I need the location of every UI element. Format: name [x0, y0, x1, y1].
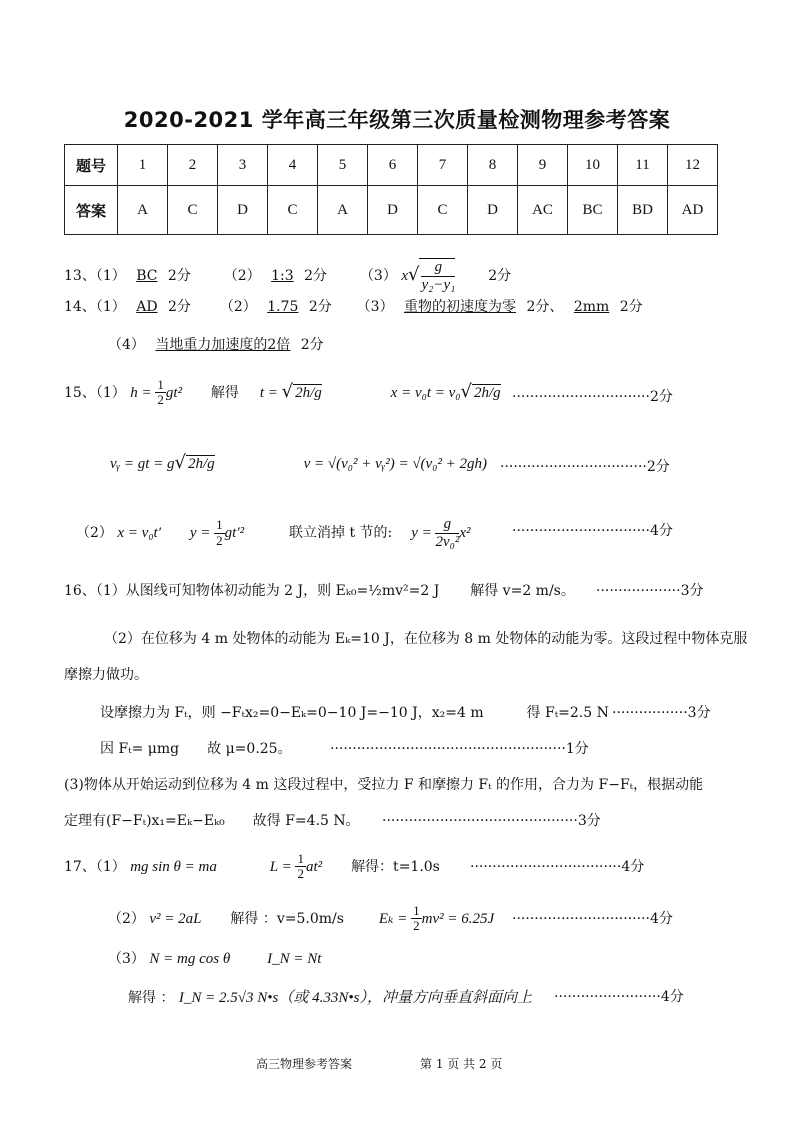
q17-formula7: I_N = 2.5√3 N•s（或 4.33N•s），冲量方向垂直斜面向上: [178, 990, 532, 1006]
question-number: 3: [218, 145, 268, 186]
answer-cell: D: [218, 186, 268, 235]
table-row-answers: [65, 186, 718, 235]
q14-part2: （2）: [219, 299, 257, 315]
q15-score1: 2分: [649, 389, 673, 405]
q14-answer1: AD: [136, 299, 158, 315]
answer-cell: A: [118, 186, 168, 235]
q15-number: 15、: [64, 384, 96, 401]
q17-formula1: mg sin θ = ma: [130, 858, 217, 875]
frac-num: 1: [157, 377, 164, 392]
q14-answer3: 重物的初速度为零: [404, 299, 517, 315]
q17-score2: 4分: [649, 911, 673, 927]
question-number: 6: [368, 145, 418, 186]
q17-line1: [64, 852, 440, 882]
answer-cell: BD: [618, 186, 668, 235]
question-number: 10: [568, 145, 618, 186]
q17-solution3: 解得 ：: [128, 990, 175, 1006]
frac-num: 1: [297, 851, 304, 866]
q15-score-line2: ·································2分: [500, 459, 670, 475]
question-number: 9: [518, 145, 568, 186]
answer-cell: AC: [518, 186, 568, 235]
q16-score1: 3分: [680, 583, 704, 599]
q15-formula-t-rad: 2h/g: [295, 384, 322, 401]
q13-formula-x: x: [401, 268, 408, 284]
q17-solution1: 解得：t=1.0s: [351, 858, 440, 875]
frac-num: g: [435, 516, 459, 534]
q15-combine-label: 联立消掉 t 节的:: [289, 525, 393, 541]
answer-cell: D: [468, 186, 518, 235]
q15-formula-x: x = v₀t = v₀: [390, 384, 461, 401]
q14-score3b: 2分: [619, 299, 643, 315]
q13-number: 13、: [64, 268, 96, 284]
q15-line2: vᵧ = gt = g√ 2h/g v = √(v₀² + vᵧ²) = √(v₀² + 2gh): [110, 452, 488, 473]
q16-score3: 1分: [565, 741, 589, 757]
q15-line3: [76, 516, 471, 550]
q16-line5: 因 Fₜ= μmg 故 μ=0.25。: [100, 741, 292, 757]
q16-text1b: 解得 v=2 m/s。: [470, 583, 575, 599]
formula-term: x²: [459, 525, 471, 541]
q17-score-line3: ························4分: [554, 989, 684, 1005]
q13-score1: 2分: [167, 268, 191, 284]
question-number: 12: [668, 145, 718, 186]
question-number: 2: [168, 145, 218, 186]
row-label-number: 题号: [65, 145, 118, 186]
q14-answer3b: 2mm: [573, 299, 610, 315]
q16-score-line2: ·················3分: [612, 705, 711, 721]
q16-score-line1: ···················3分: [596, 583, 704, 599]
q14-score2: 2分: [308, 299, 332, 315]
q16-score-line3: ·····················································1分: [330, 741, 589, 757]
q15-formula-x2: x = v₀t′: [117, 525, 161, 541]
q14-part1: （1）: [95, 299, 126, 315]
q17-formula3: v² = 2aL: [149, 910, 202, 927]
q16-score2: 3分: [687, 705, 711, 721]
q13-line: 13、（1） BC 2分 （2） 1:3 2分 （3） x√ $\frac{g}{\text{y₂−y₁}}$ 2分: [64, 259, 512, 293]
frac-den: 2: [216, 532, 223, 548]
q14-score1: 2分: [168, 299, 191, 315]
q15-formula-t: t =: [259, 384, 282, 401]
question-number: 1: [118, 145, 168, 186]
q14-score4: 2分: [300, 337, 324, 353]
question-number: 4: [268, 145, 318, 186]
page-title: 2020-2021 学年高三年级第三次质量检测物理参考答案: [123, 108, 671, 132]
q17-score-line2: ·······························4分: [512, 911, 673, 927]
q16-line6: (3)物体从开始运动到位移为 4 m 这段过程中，受拉力 F 和摩擦力 Fₜ 的作用，合力为 F−Fₜ，根据动能: [64, 777, 704, 793]
q17-part3: （3）: [108, 951, 145, 967]
q17-formula6: I_N = Nt: [267, 951, 322, 967]
q13-part1: （1）: [95, 268, 126, 284]
q16-text4: 设摩擦力为 Fₜ，则 −Fₜx₂=0−Eₖ=0−10 J=−10 J，x₂=4 m: [100, 705, 484, 721]
frac-den: 2: [413, 918, 420, 934]
question-number: 7: [418, 145, 468, 186]
answer-cell: C: [268, 186, 318, 235]
q15-line1: 15、（1） h = $\frac{1}{2}$ gt² 解得 t = √ 2h/g x = v₀t = v₀√ 2h/g: [64, 377, 501, 408]
q15-score-line1: ·······························2分: [512, 389, 673, 405]
frac-num: 1: [216, 517, 223, 533]
q14-line2: [108, 334, 324, 354]
q13-part3: （3）: [359, 268, 397, 284]
answer-table: [64, 144, 718, 235]
frac-den: 2: [297, 866, 304, 882]
q17-part2: （2）: [108, 910, 145, 927]
q15-score-line3: ·······························4分: [512, 523, 673, 539]
answer-cell: D: [368, 186, 418, 235]
q15-solve-label: 解得: [210, 384, 239, 401]
q14-score3: 2分、: [526, 299, 564, 315]
q13-formula-num: g: [421, 259, 455, 277]
q14-answer2: 1.75: [267, 299, 299, 315]
frac-den: 2v₀²: [435, 533, 460, 550]
q17-line3: [108, 948, 321, 968]
table-row-numbers: [65, 145, 718, 186]
q17-line4: [128, 986, 532, 1007]
footer-page-number: 第 1 页 共 2 页: [420, 1057, 503, 1071]
q14-answer4: 当地重力加速度的2倍: [155, 337, 291, 353]
q15-formula-x-rad: 2h/g: [473, 384, 501, 401]
q15-formula-vy-rad: 2h/g: [188, 456, 215, 472]
answer-cell: C: [168, 186, 218, 235]
q16-text4b: 得 Fₜ=2.5 N: [526, 705, 609, 721]
q15-part2: （2）: [76, 525, 113, 541]
q17-formula2: L =: [269, 858, 296, 875]
q15-formula-vy: vᵧ = gt = g: [110, 456, 175, 472]
question-number: 11: [618, 145, 668, 186]
q17-formula4: Eₖ =: [378, 910, 412, 927]
formula-term: gt²: [165, 384, 182, 401]
q17-formula5: N = mg cos θ: [149, 951, 231, 967]
formula-term: mv² = 6.25J: [421, 910, 495, 927]
q13-answer1: BC: [136, 268, 158, 284]
q13-score3: 2分: [488, 268, 512, 284]
q16-text1: 16、（1）从图线可知物体初动能为 2 J，则 Eₖ₀=½mv²=2 J: [64, 583, 440, 599]
q13-part2: （2）: [223, 268, 261, 284]
q15-score2: 2分: [646, 459, 670, 475]
q15-formula-v: v = √(v₀² + vᵧ²) = √(v₀² + 2gh): [303, 456, 488, 472]
frac-den: 2: [157, 392, 164, 408]
q17-score-line1: ··································4分: [470, 859, 645, 875]
answer-cell: BC: [568, 186, 618, 235]
question-number: 8: [468, 145, 518, 186]
q17-line2: [108, 904, 494, 934]
q16-score-line4: ············································3分: [382, 813, 601, 829]
q16-score4: 3分: [577, 813, 601, 829]
answer-cell: AD: [668, 186, 718, 235]
frac-num: 1: [413, 903, 420, 918]
q16-line3: 摩擦力做功。: [64, 667, 148, 683]
question-number: 5: [318, 145, 368, 186]
q13-score2: 2分: [304, 268, 328, 284]
answer-cell: A: [318, 186, 368, 235]
q16-line7: 定理有(F−Fₜ)x₁=Eₖ−Eₖ₀ 故得 F=4.5 N。: [64, 813, 360, 829]
q14-part4: （4）: [108, 337, 145, 353]
q13-formula-den: y₂−y₁: [421, 276, 456, 293]
q17-part1: （1）: [95, 858, 126, 875]
q16-line4: [100, 702, 609, 722]
q16-line1: [64, 580, 575, 600]
q14-part3: （3）: [356, 299, 394, 315]
row-label-answer: 答案: [65, 186, 118, 235]
q15-score3: 4分: [649, 523, 673, 539]
q15-formula-h: h =: [130, 384, 156, 401]
q14-line: [64, 296, 643, 316]
q17-solution2: 解得 ：v=5.0m/s: [230, 910, 344, 927]
q14-number: 14、: [64, 299, 96, 315]
footer-left: 高三物理参考答案: [256, 1057, 353, 1071]
formula-term: gt′²: [224, 525, 245, 541]
q15-part1: （1）: [95, 384, 126, 401]
q17-score3: 4分: [660, 989, 684, 1005]
formula-term: at²: [305, 858, 323, 875]
q15-formula-y: y =: [189, 525, 215, 541]
q13-answer2: 1:3: [271, 268, 294, 284]
q17-number: 17、: [64, 858, 96, 875]
answer-cell: C: [418, 186, 468, 235]
q17-score1: 4分: [621, 859, 645, 875]
q15-formula-traj: y =: [411, 525, 436, 541]
q16-line2: （2）在位移为 4 m 处物体的动能为 Eₖ=10 J，在位移为 8 m 处物体的动能为零。这段过程中物体克服: [104, 631, 748, 647]
